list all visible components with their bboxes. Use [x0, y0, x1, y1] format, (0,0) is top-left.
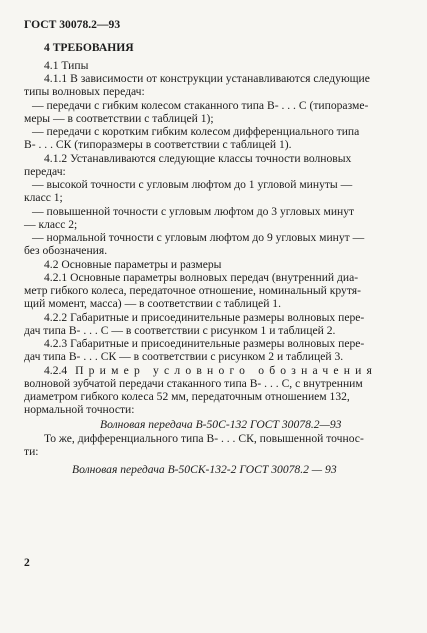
- paragraph-line: 4.1.1 В зависимости от конструкции устанавливаются следующие: [44, 72, 370, 85]
- paragraph-line: без обозначения.: [24, 244, 108, 257]
- section-heading: 4 ТРЕБОВАНИЯ: [44, 41, 134, 54]
- page-number: 2: [24, 556, 30, 569]
- paragraph-line: То же, дифференциального типа В- . . . СК, повышенной точнос-: [44, 432, 364, 445]
- paragraph-number: 4.2.4: [44, 364, 68, 377]
- paragraph-line: класс 1;: [24, 191, 63, 204]
- designation-example-1: Волновая передача В-50С-132 ГОСТ 30078.2—93: [100, 418, 342, 431]
- paragraph-line: [44, 364, 377, 378]
- paragraph-line: ти:: [24, 445, 39, 458]
- paragraph-line: — передачи с коротким гибким колесом дифференциального типа: [32, 125, 360, 138]
- paragraph-line: — повышенной точности с угловым люфтом до 3 угловых минут: [32, 205, 355, 218]
- designation-example-2: Волновая передача В-50СК-132-2 ГОСТ 30078.2 — 93: [72, 463, 337, 476]
- subsection-parameters: 4.2 Основные параметры и размеры: [44, 258, 222, 271]
- paragraph-line: дач типа В- . . . СК — в соответствии с рисунком 2 и таблицей 3.: [24, 350, 344, 363]
- paragraph-line: типы волновых передач:: [24, 85, 145, 98]
- paragraph-line: — передачи с гибким колесом стаканного типа В- . . . С (типоразме-: [32, 99, 369, 112]
- paragraph-line: — нормальной точности с угловым люфтом до 9 угловых минут —: [32, 231, 365, 244]
- paragraph-line: передач:: [24, 165, 66, 178]
- paragraph-line: 4.2.3 Габаритные и присоединительные размеры волновых пере-: [44, 337, 365, 350]
- paragraph-line: нормальной точности:: [24, 403, 135, 416]
- paragraph-line: волновой зубчатой передачи стаканного типа В- . . . С, с внутренним: [24, 377, 363, 390]
- paragraph-line: — высокой точности с угловым люфтом до 1 угловой минуты —: [32, 178, 353, 191]
- standard-code-header: ГОСТ 30078.2—93: [24, 18, 121, 31]
- paragraph-line: — класс 2;: [24, 218, 78, 231]
- paragraph-line: дач типа В- . . . С — в соответствии с рисунком 1 и таблицей 2.: [24, 324, 336, 337]
- paragraph-line: метр гибкого колеса, передаточное отношение, номинальный крутя-: [24, 284, 361, 297]
- paragraph-line: 4.2.1 Основные параметры волновых передач (внутренний диа-: [44, 271, 359, 284]
- paragraph-line: В- . . . СК (типоразмеры в соответствии с таблицей 1).: [24, 138, 292, 151]
- paragraph-line: щий момент, масса) — в соответствии с таблицей 1.: [24, 297, 281, 310]
- paragraph-line: меры — в соответствии с таблицей 1);: [24, 112, 214, 125]
- paragraph-line: диаметром гибкого колеса 52 мм, передаточным отношением 132,: [24, 390, 350, 403]
- paragraph-line: 4.2.2 Габаритные и присоединительные размеры волновых пере-: [44, 311, 365, 324]
- subsection-types: 4.1 Типы: [44, 59, 89, 72]
- paragraph-line: 4.1.2 Устанавливаются следующие классы точности волновых: [44, 152, 352, 165]
- example-spaced-heading: Пример условного обозначения: [75, 364, 378, 377]
